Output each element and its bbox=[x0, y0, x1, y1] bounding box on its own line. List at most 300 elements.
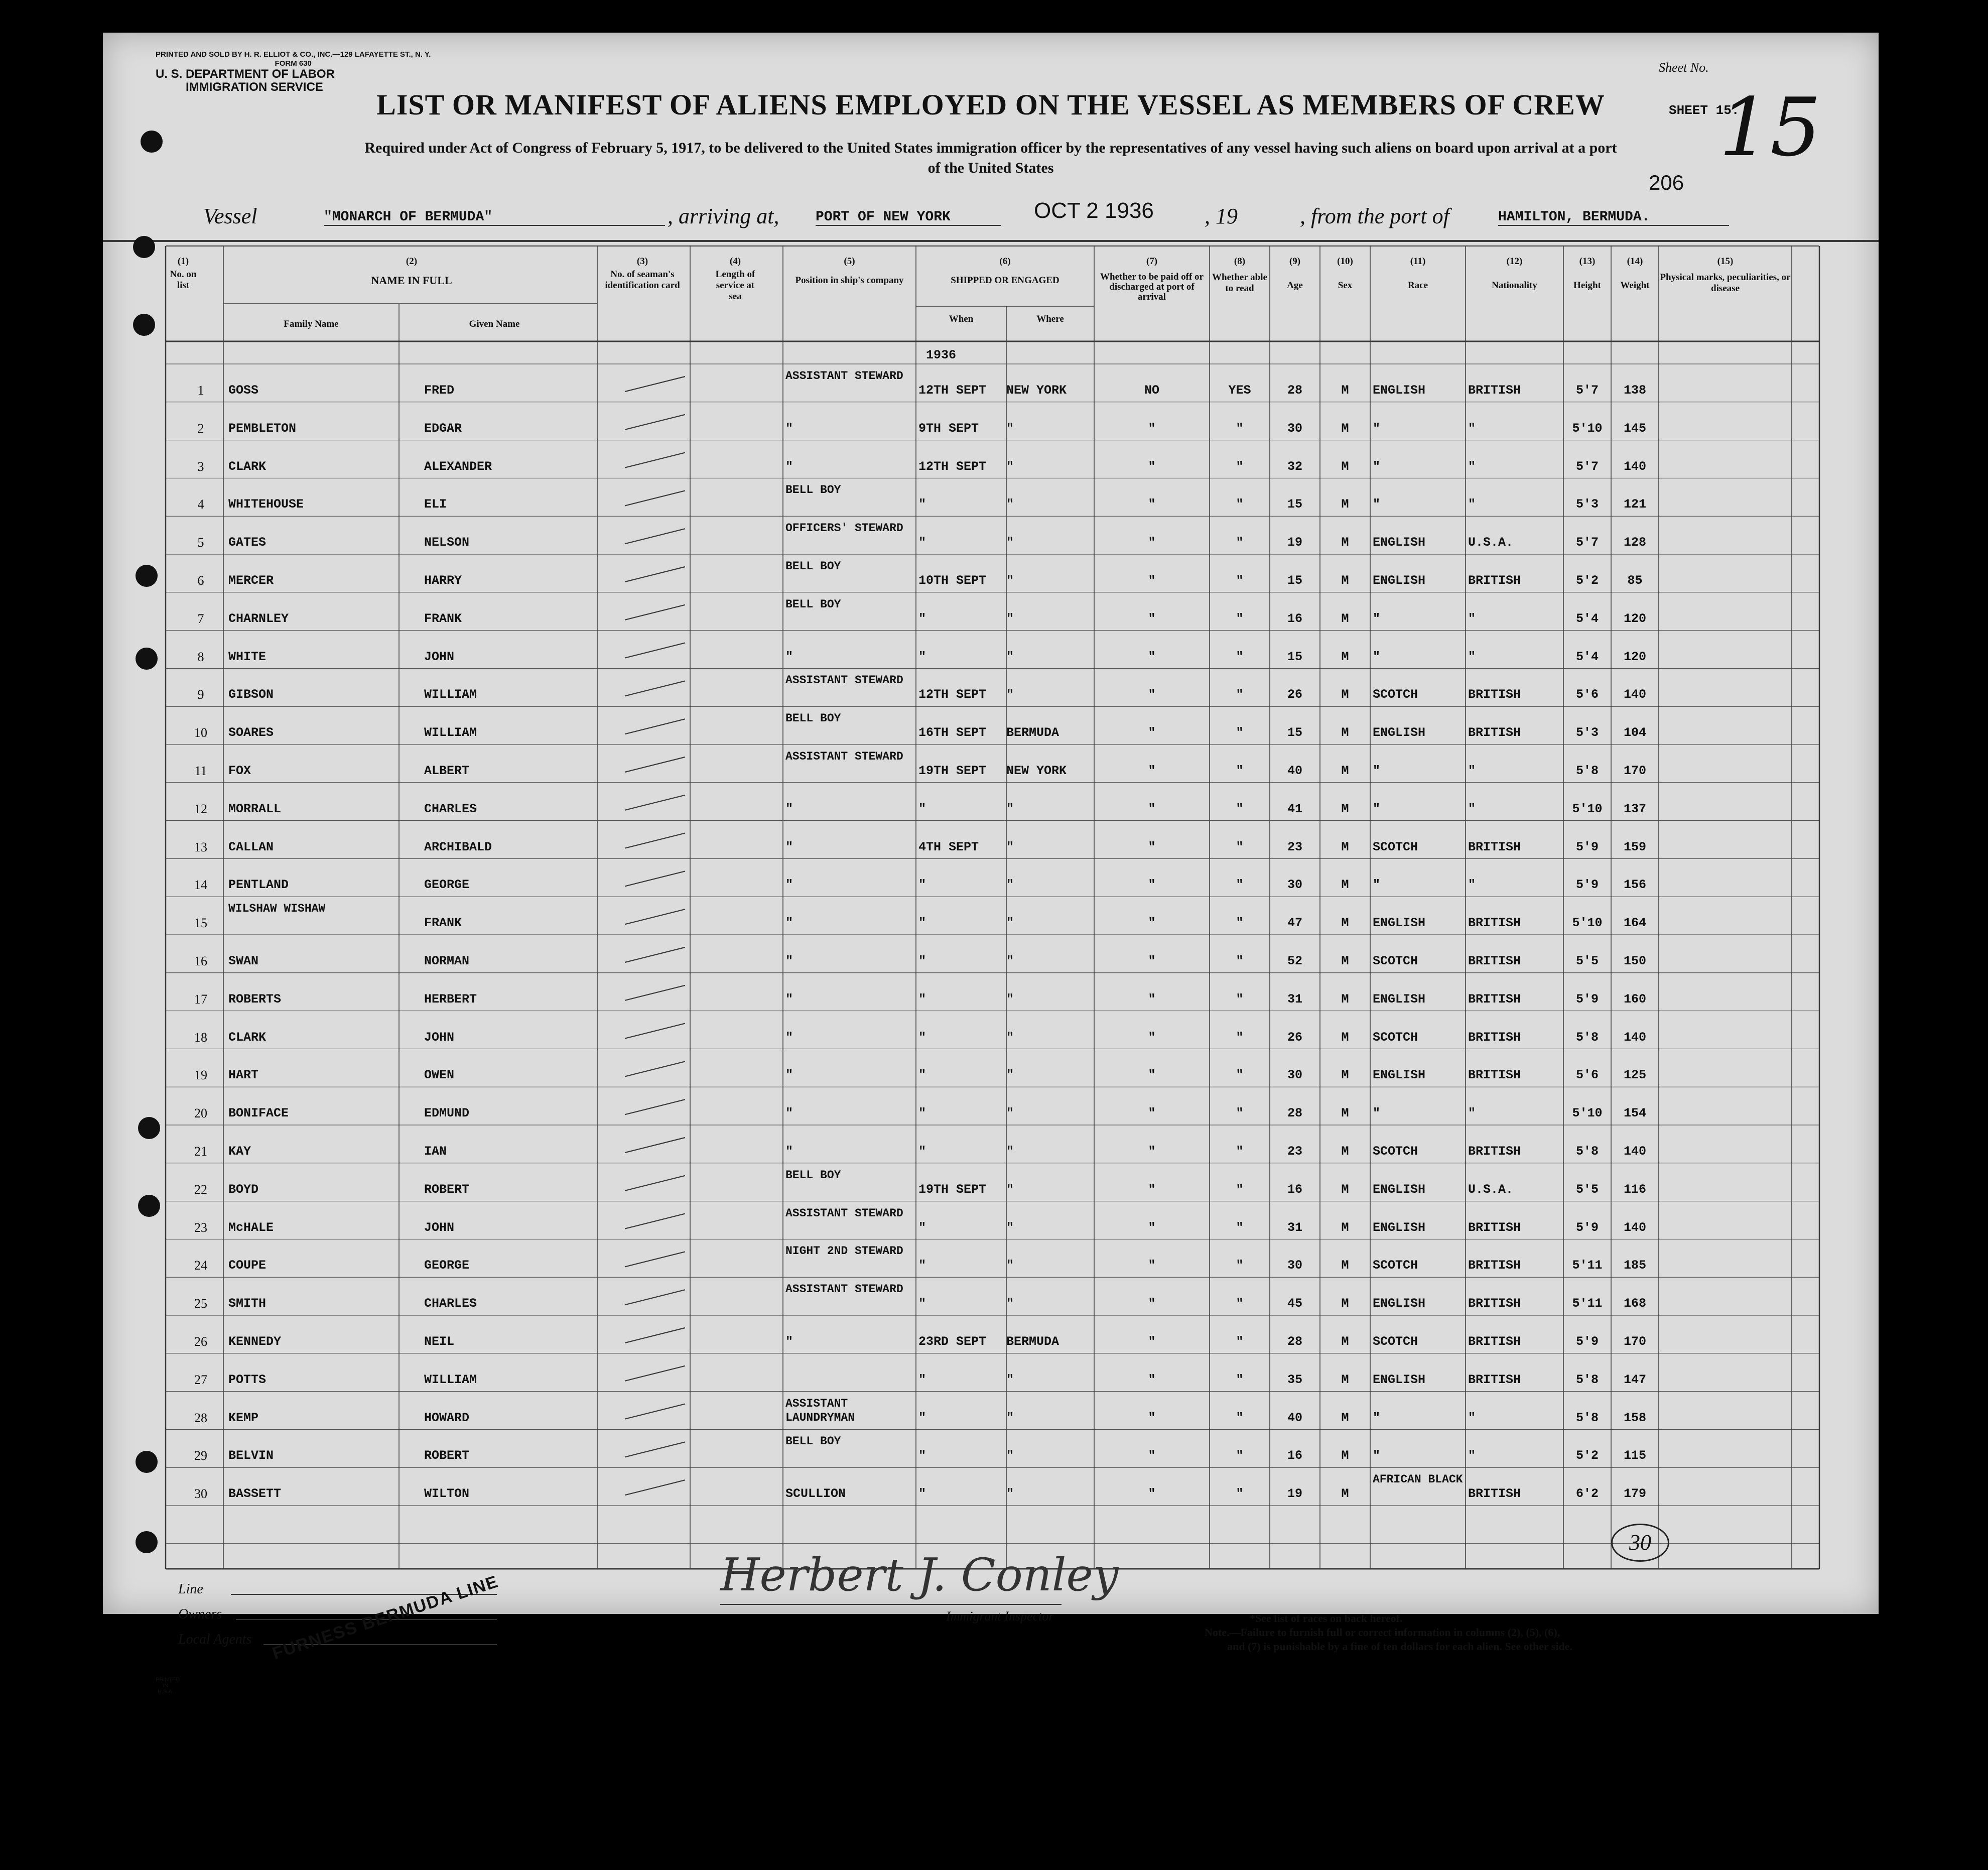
row-family: CHARNLEY bbox=[228, 611, 289, 626]
row-when: 19TH SEPT bbox=[918, 1182, 987, 1197]
col-8-header: (8) Whether able to read bbox=[1212, 256, 1267, 294]
row-weight: 150 bbox=[1623, 954, 1646, 968]
row-family: COUPE bbox=[228, 1258, 267, 1273]
row-when: " bbox=[918, 991, 926, 1007]
row-nationality: BRITISH bbox=[1468, 1220, 1521, 1235]
id-card-tick bbox=[625, 1366, 685, 1381]
id-card-tick bbox=[625, 643, 685, 658]
row-race: ENGLISH bbox=[1373, 383, 1426, 398]
row-age: 40 bbox=[1287, 1410, 1302, 1425]
row-race: " bbox=[1373, 764, 1381, 778]
row-paid: " bbox=[1148, 1296, 1156, 1311]
row-race: ENGLISH bbox=[1373, 1182, 1426, 1197]
handwritten-sheet-number: 15 bbox=[1719, 80, 1821, 174]
row-read: " bbox=[1236, 573, 1244, 588]
row-position: BELL BOY bbox=[785, 483, 841, 497]
row-position: " bbox=[785, 649, 793, 664]
row-family: GIBSON bbox=[228, 687, 274, 702]
row-age: 16 bbox=[1287, 1182, 1302, 1197]
row-given: ALEXANDER bbox=[424, 459, 492, 474]
row-where: " bbox=[1006, 878, 1014, 893]
row-paid: " bbox=[1148, 1030, 1156, 1045]
row-paid: " bbox=[1148, 1220, 1156, 1235]
id-card-tick bbox=[625, 795, 685, 810]
row-no: 9 bbox=[197, 687, 204, 702]
row-position: ASSISTANT LAUNDRYMAN bbox=[785, 1397, 855, 1424]
id-card-tick bbox=[625, 1024, 685, 1039]
penalty-note-line2: and (7) is punishable by a fine of ten dollars for each alien. See other side. bbox=[1227, 1640, 1572, 1653]
row-height: 5'9 bbox=[1575, 878, 1599, 893]
row-nationality: BRITISH bbox=[1468, 1334, 1521, 1349]
row-given: CHARLES bbox=[424, 1296, 477, 1311]
row-family: PENTLAND bbox=[228, 878, 289, 893]
id-card-tick bbox=[625, 681, 685, 696]
row-when: 23RD SEPT bbox=[918, 1334, 987, 1349]
row-position: " bbox=[785, 459, 793, 474]
row-when: 16TH SEPT bbox=[918, 725, 987, 740]
row-race: ENGLISH bbox=[1373, 535, 1426, 550]
row-where: " bbox=[1006, 1106, 1014, 1121]
row-height: 5'8 bbox=[1575, 1372, 1599, 1387]
row-no: 2 bbox=[197, 421, 204, 436]
row-where: " bbox=[1006, 535, 1014, 550]
row-no: 6 bbox=[197, 573, 204, 588]
row-given: WILLIAM bbox=[424, 687, 477, 702]
row-where: " bbox=[1006, 1144, 1014, 1159]
vessel-label: Vessel bbox=[203, 204, 257, 228]
local-agents-label: Local Agents bbox=[178, 1632, 252, 1647]
row-where: " bbox=[1006, 1068, 1014, 1083]
row-sex: M bbox=[1341, 1106, 1349, 1121]
row-race: ENGLISH bbox=[1373, 1296, 1426, 1311]
family-name-header: Family Name bbox=[284, 319, 339, 329]
row-no: 12 bbox=[194, 801, 207, 816]
arrival-date-stamp: OCT 2 1936 bbox=[1034, 198, 1154, 223]
row-race: ENGLISH bbox=[1373, 725, 1426, 740]
row-nationality: BRITISH bbox=[1468, 383, 1521, 398]
row-position: " bbox=[785, 954, 793, 968]
owners-label: Owners bbox=[178, 1606, 222, 1622]
row-sex: M bbox=[1341, 1182, 1349, 1197]
row-age: 30 bbox=[1287, 1258, 1302, 1273]
row-no: 20 bbox=[194, 1106, 207, 1121]
row-where: BERMUDA bbox=[1006, 1334, 1059, 1349]
row-no: 18 bbox=[194, 1030, 207, 1045]
row-paid: " bbox=[1148, 1144, 1156, 1159]
col-14-header: (14) Weight bbox=[1620, 256, 1650, 291]
id-card-tick bbox=[625, 1480, 685, 1495]
row-no: 7 bbox=[197, 611, 204, 626]
row-no: 4 bbox=[197, 497, 204, 512]
row-position: " bbox=[785, 1106, 793, 1121]
department-name: U. S. DEPARTMENT OF LABOR IMMIGRATION SERVICE bbox=[156, 67, 335, 94]
row-read: " bbox=[1236, 1296, 1244, 1311]
id-card-tick bbox=[625, 377, 685, 392]
row-paid: " bbox=[1148, 459, 1156, 474]
row-when: " bbox=[918, 1030, 926, 1045]
row-age: 15 bbox=[1287, 497, 1302, 512]
row-nationality: BRITISH bbox=[1468, 839, 1521, 854]
row-given: WILLIAM bbox=[424, 1372, 477, 1387]
row-given: ROBERT bbox=[424, 1448, 470, 1463]
col-3-header: (3) No. of seaman's identification card bbox=[605, 256, 680, 291]
row-race: " bbox=[1373, 1448, 1381, 1463]
row-read: " bbox=[1236, 459, 1244, 474]
row-when: " bbox=[918, 878, 926, 893]
row-where: " bbox=[1006, 573, 1014, 588]
punch-hole bbox=[136, 565, 158, 587]
row-race: SCOTCH bbox=[1373, 954, 1418, 968]
row-position: " bbox=[785, 1068, 793, 1083]
row-given: ELI bbox=[424, 497, 447, 512]
row-sex: M bbox=[1341, 839, 1349, 854]
row-age: 26 bbox=[1287, 687, 1302, 702]
row-race: ENGLISH bbox=[1373, 1372, 1426, 1387]
row-weight: 140 bbox=[1623, 687, 1646, 702]
col-10-header: (10) Sex bbox=[1337, 256, 1353, 291]
row-nationality: BRITISH bbox=[1468, 991, 1521, 1007]
row-read: " bbox=[1236, 1068, 1244, 1083]
row-age: 30 bbox=[1287, 1068, 1302, 1083]
row-race: " bbox=[1373, 497, 1381, 512]
row-nationality: BRITISH bbox=[1468, 1068, 1521, 1083]
row-nationality: " bbox=[1468, 878, 1476, 893]
row-weight: 104 bbox=[1623, 725, 1646, 740]
row-paid: " bbox=[1148, 801, 1156, 816]
sheet-number-stamp: SHEET 15. bbox=[1669, 103, 1740, 118]
row-weight: 179 bbox=[1623, 1486, 1646, 1502]
row-age: 15 bbox=[1287, 649, 1302, 664]
row-no: 14 bbox=[194, 878, 207, 893]
row-weight: 170 bbox=[1623, 764, 1646, 778]
row-paid: " bbox=[1148, 687, 1156, 702]
row-paid: " bbox=[1148, 573, 1156, 588]
row-age: 15 bbox=[1287, 573, 1302, 588]
row-position: " bbox=[785, 421, 793, 436]
row-nationality: " bbox=[1468, 1106, 1476, 1121]
row-read: " bbox=[1236, 649, 1244, 664]
row-height: 6'2 bbox=[1575, 1486, 1599, 1502]
row-height: 5'10 bbox=[1572, 801, 1603, 816]
row-weight: 164 bbox=[1623, 916, 1646, 931]
row-height: 5'8 bbox=[1575, 1030, 1599, 1045]
row-where: " bbox=[1006, 839, 1014, 854]
shipped-where-header: Where bbox=[1036, 314, 1064, 324]
row-nationality: " bbox=[1468, 764, 1476, 778]
row-no: 3 bbox=[197, 459, 204, 474]
row-paid: " bbox=[1148, 1334, 1156, 1349]
row-family: WHITE bbox=[228, 649, 267, 664]
row-nationality: U.S.A. bbox=[1468, 1182, 1514, 1197]
row-paid: " bbox=[1148, 1106, 1156, 1121]
row-position: " bbox=[785, 1030, 793, 1045]
row-race: SCOTCH bbox=[1373, 839, 1418, 854]
row-given: FRANK bbox=[424, 916, 462, 931]
row-height: 5'4 bbox=[1575, 649, 1599, 664]
row-family: BOYD bbox=[228, 1182, 259, 1197]
row-paid: " bbox=[1148, 535, 1156, 550]
row-weight: 140 bbox=[1623, 1144, 1646, 1159]
row-given: HERBERT bbox=[424, 991, 477, 1007]
row-family: FOX bbox=[228, 764, 251, 778]
row-nationality: BRITISH bbox=[1468, 1372, 1521, 1387]
id-card-tick bbox=[625, 1061, 685, 1076]
row-given: JOHN bbox=[424, 1220, 455, 1235]
row-when: " bbox=[918, 801, 926, 816]
row-weight: 158 bbox=[1623, 1410, 1646, 1425]
row-no: 23 bbox=[194, 1220, 207, 1235]
departure-port: HAMILTON, BERMUDA. bbox=[1498, 209, 1729, 226]
row-weight: 156 bbox=[1623, 878, 1646, 893]
row-read: " bbox=[1236, 954, 1244, 968]
row-paid: " bbox=[1148, 1258, 1156, 1273]
row-sex: M bbox=[1341, 687, 1349, 702]
row-age: 28 bbox=[1287, 1106, 1302, 1121]
row-read: " bbox=[1236, 1220, 1244, 1235]
row-read: " bbox=[1236, 725, 1244, 740]
row-when: 9TH SEPT bbox=[918, 421, 979, 436]
row-no: 26 bbox=[194, 1334, 207, 1349]
row-position: ASSISTANT STEWARD bbox=[785, 369, 903, 383]
id-card-tick bbox=[625, 1442, 685, 1457]
row-family: McHALE bbox=[228, 1220, 274, 1235]
row-nationality: " bbox=[1468, 497, 1476, 512]
row-weight: 121 bbox=[1623, 497, 1646, 512]
row-nationality: " bbox=[1468, 1448, 1476, 1463]
row-no: 8 bbox=[197, 649, 204, 664]
row-paid: " bbox=[1148, 1068, 1156, 1083]
col-13-header: (13) Height bbox=[1573, 256, 1601, 291]
row-when: " bbox=[918, 535, 926, 550]
row-no: 24 bbox=[194, 1258, 207, 1273]
row-age: 19 bbox=[1287, 535, 1302, 550]
row-sex: M bbox=[1341, 1220, 1349, 1235]
punch-hole bbox=[138, 1195, 160, 1217]
year-label: , 19 bbox=[1205, 204, 1238, 228]
row-race: " bbox=[1373, 1410, 1381, 1425]
id-card-tick bbox=[625, 1328, 685, 1343]
row-given: FRED bbox=[424, 383, 455, 398]
row-where: " bbox=[1006, 1258, 1014, 1273]
row-when: " bbox=[918, 497, 926, 512]
inspector-signature: Herbert J. Conley bbox=[720, 1549, 1119, 1601]
row-race: AFRICAN BLACK bbox=[1373, 1473, 1463, 1486]
row-sex: M bbox=[1341, 1068, 1349, 1083]
row-weight: 170 bbox=[1623, 1334, 1646, 1349]
shipped-when-header: When bbox=[949, 314, 974, 324]
row-paid: " bbox=[1148, 878, 1156, 893]
row-read: " bbox=[1236, 916, 1244, 931]
row-no: 29 bbox=[194, 1448, 207, 1463]
punch-hole bbox=[136, 1451, 158, 1473]
row-no: 22 bbox=[194, 1182, 207, 1197]
row-sex: M bbox=[1341, 497, 1349, 512]
row-position: " bbox=[785, 1144, 793, 1159]
row-given: FRANK bbox=[424, 611, 462, 626]
row-family: SWAN bbox=[228, 954, 259, 968]
given-name-header: Given Name bbox=[469, 319, 520, 329]
row-read: " bbox=[1236, 1334, 1244, 1349]
row-height: 5'5 bbox=[1575, 954, 1599, 968]
row-race: " bbox=[1373, 459, 1381, 474]
row-paid: " bbox=[1148, 497, 1156, 512]
row-read: " bbox=[1236, 878, 1244, 893]
manifest-sheet bbox=[103, 33, 1879, 1695]
row-height: 5'6 bbox=[1575, 687, 1599, 702]
row-race: SCOTCH bbox=[1373, 1030, 1418, 1045]
row-position: ASSISTANT STEWARD bbox=[785, 750, 903, 763]
row-read: " bbox=[1236, 991, 1244, 1007]
row-family: CLARK bbox=[228, 1030, 267, 1045]
row-weight: 140 bbox=[1623, 1030, 1646, 1045]
arriving-label: , arriving at, bbox=[668, 204, 779, 228]
row-read: " bbox=[1236, 535, 1244, 550]
row-paid: " bbox=[1148, 916, 1156, 931]
row-no: 30 bbox=[194, 1486, 207, 1502]
row-height: 5'10 bbox=[1572, 1106, 1603, 1121]
row-no: 10 bbox=[194, 725, 207, 740]
row-when: 12TH SEPT bbox=[918, 383, 987, 398]
row-where: " bbox=[1006, 497, 1014, 512]
row-race: ENGLISH bbox=[1373, 1068, 1426, 1083]
row-position: " bbox=[785, 916, 793, 931]
col-11-header: (11) Race bbox=[1407, 256, 1428, 291]
row-nationality: BRITISH bbox=[1468, 1030, 1521, 1045]
printed-mark: PRINTED IN U.S.A. bbox=[156, 1677, 180, 1695]
row-paid: " bbox=[1148, 954, 1156, 968]
signature-underline bbox=[720, 1604, 1062, 1605]
row-position: " bbox=[785, 839, 793, 854]
row-age: 30 bbox=[1287, 878, 1302, 893]
col-7-header: (7) Whether to be paid off or discharged at port of arrival bbox=[1100, 256, 1204, 302]
vessel-name: "MONARCH OF BERMUDA" bbox=[324, 209, 665, 226]
row-when: 10TH SEPT bbox=[918, 573, 987, 588]
shipped-year: 1936 bbox=[926, 348, 957, 362]
penalty-note-line1: Note.—Failure to furnish full or correct information in columns (2), (5), (6), bbox=[1205, 1626, 1560, 1639]
row-no: 17 bbox=[194, 991, 207, 1007]
row-age: 16 bbox=[1287, 1448, 1302, 1463]
row-paid: " bbox=[1148, 649, 1156, 664]
row-sex: M bbox=[1341, 801, 1349, 816]
id-card-tick bbox=[625, 1176, 685, 1191]
row-where: NEW YORK bbox=[1006, 383, 1067, 398]
row-race: " bbox=[1373, 421, 1381, 436]
row-no: 21 bbox=[194, 1144, 207, 1159]
row-paid: " bbox=[1148, 725, 1156, 740]
row-where: " bbox=[1006, 687, 1014, 702]
punch-hole bbox=[133, 236, 155, 258]
row-sex: M bbox=[1341, 878, 1349, 893]
row-sex: M bbox=[1341, 1296, 1349, 1311]
row-nationality: " bbox=[1468, 649, 1476, 664]
col-6-header: (6) SHIPPED OR ENGAGED bbox=[951, 256, 1059, 286]
row-age: 35 bbox=[1287, 1372, 1302, 1387]
row-family: KEMP bbox=[228, 1410, 259, 1425]
col-4-header: (4) Length of service at sea bbox=[715, 256, 755, 302]
id-card-tick bbox=[625, 871, 685, 886]
row-position: " bbox=[785, 801, 793, 816]
row-given: ARCHIBALD bbox=[424, 839, 492, 854]
row-where: " bbox=[1006, 459, 1014, 474]
row-race: SCOTCH bbox=[1373, 1258, 1418, 1273]
row-when: " bbox=[918, 1486, 926, 1502]
row-sex: M bbox=[1341, 421, 1349, 436]
row-where: " bbox=[1006, 1372, 1014, 1387]
row-sex: M bbox=[1341, 954, 1349, 968]
row-height: 5'8 bbox=[1575, 1144, 1599, 1159]
row-read: " bbox=[1236, 1182, 1244, 1197]
row-when: " bbox=[918, 1410, 926, 1425]
row-nationality: " bbox=[1468, 801, 1476, 816]
row-where: " bbox=[1006, 916, 1014, 931]
row-paid: " bbox=[1148, 611, 1156, 626]
row-sex: M bbox=[1341, 1258, 1349, 1273]
row-race: SCOTCH bbox=[1373, 687, 1418, 702]
manifest-title: LIST OR MANIFEST OF ALIENS EMPLOYED ON THE VESSEL AS MEMBERS OF CREW bbox=[376, 88, 1605, 121]
row-paid: " bbox=[1148, 1410, 1156, 1425]
row-read: " bbox=[1236, 497, 1244, 512]
punch-hole bbox=[133, 314, 155, 336]
row-weight: 138 bbox=[1623, 383, 1646, 398]
row-paid: " bbox=[1148, 1448, 1156, 1463]
row-family: CLARK bbox=[228, 459, 267, 474]
row-no: 28 bbox=[194, 1410, 207, 1425]
row-position: " bbox=[785, 991, 793, 1007]
punch-hole bbox=[136, 648, 158, 670]
row-family: HART bbox=[228, 1068, 259, 1083]
row-height: 5'9 bbox=[1575, 991, 1599, 1007]
id-card-tick bbox=[625, 415, 685, 430]
col-15-header: (15) Physical marks, peculiarities, or disease bbox=[1660, 256, 1791, 294]
row-where: " bbox=[1006, 1448, 1014, 1463]
row-sex: M bbox=[1341, 573, 1349, 588]
row-read: " bbox=[1236, 421, 1244, 436]
row-age: 47 bbox=[1287, 916, 1302, 931]
row-age: 23 bbox=[1287, 1144, 1302, 1159]
row-paid: " bbox=[1148, 1182, 1156, 1197]
row-weight: 168 bbox=[1623, 1296, 1646, 1311]
row-when: 12TH SEPT bbox=[918, 687, 987, 702]
row-height: 5'3 bbox=[1575, 497, 1599, 512]
row-age: 52 bbox=[1287, 954, 1302, 968]
row-sex: M bbox=[1341, 764, 1349, 778]
row-height: 5'11 bbox=[1572, 1258, 1603, 1273]
row-weight: 120 bbox=[1623, 649, 1646, 664]
row-race: SCOTCH bbox=[1373, 1144, 1418, 1159]
row-position: ASSISTANT STEWARD bbox=[785, 674, 903, 687]
row-weight: 85 bbox=[1627, 573, 1643, 588]
row-nationality: BRITISH bbox=[1468, 1296, 1521, 1311]
races-note: *See list of races on back hereof. bbox=[1250, 1612, 1403, 1625]
id-card-tick bbox=[625, 909, 685, 924]
row-sex: M bbox=[1341, 1410, 1349, 1425]
col-12-header: (12) Nationality bbox=[1492, 256, 1537, 291]
row-when: " bbox=[918, 954, 926, 968]
row-family: MERCER bbox=[228, 573, 274, 588]
row-paid: " bbox=[1148, 421, 1156, 436]
row-read: " bbox=[1236, 801, 1244, 816]
row-race: " bbox=[1373, 801, 1381, 816]
row-no: 5 bbox=[197, 535, 204, 550]
row-family: PEMBLETON bbox=[228, 421, 297, 436]
id-card-tick bbox=[625, 453, 685, 468]
row-where: " bbox=[1006, 1410, 1014, 1425]
row-sex: M bbox=[1341, 1486, 1349, 1502]
row-family: MORRALL bbox=[228, 801, 282, 816]
row-read: " bbox=[1236, 1030, 1244, 1045]
row-age: 31 bbox=[1287, 1220, 1302, 1235]
row-height: 5'9 bbox=[1575, 1334, 1599, 1349]
